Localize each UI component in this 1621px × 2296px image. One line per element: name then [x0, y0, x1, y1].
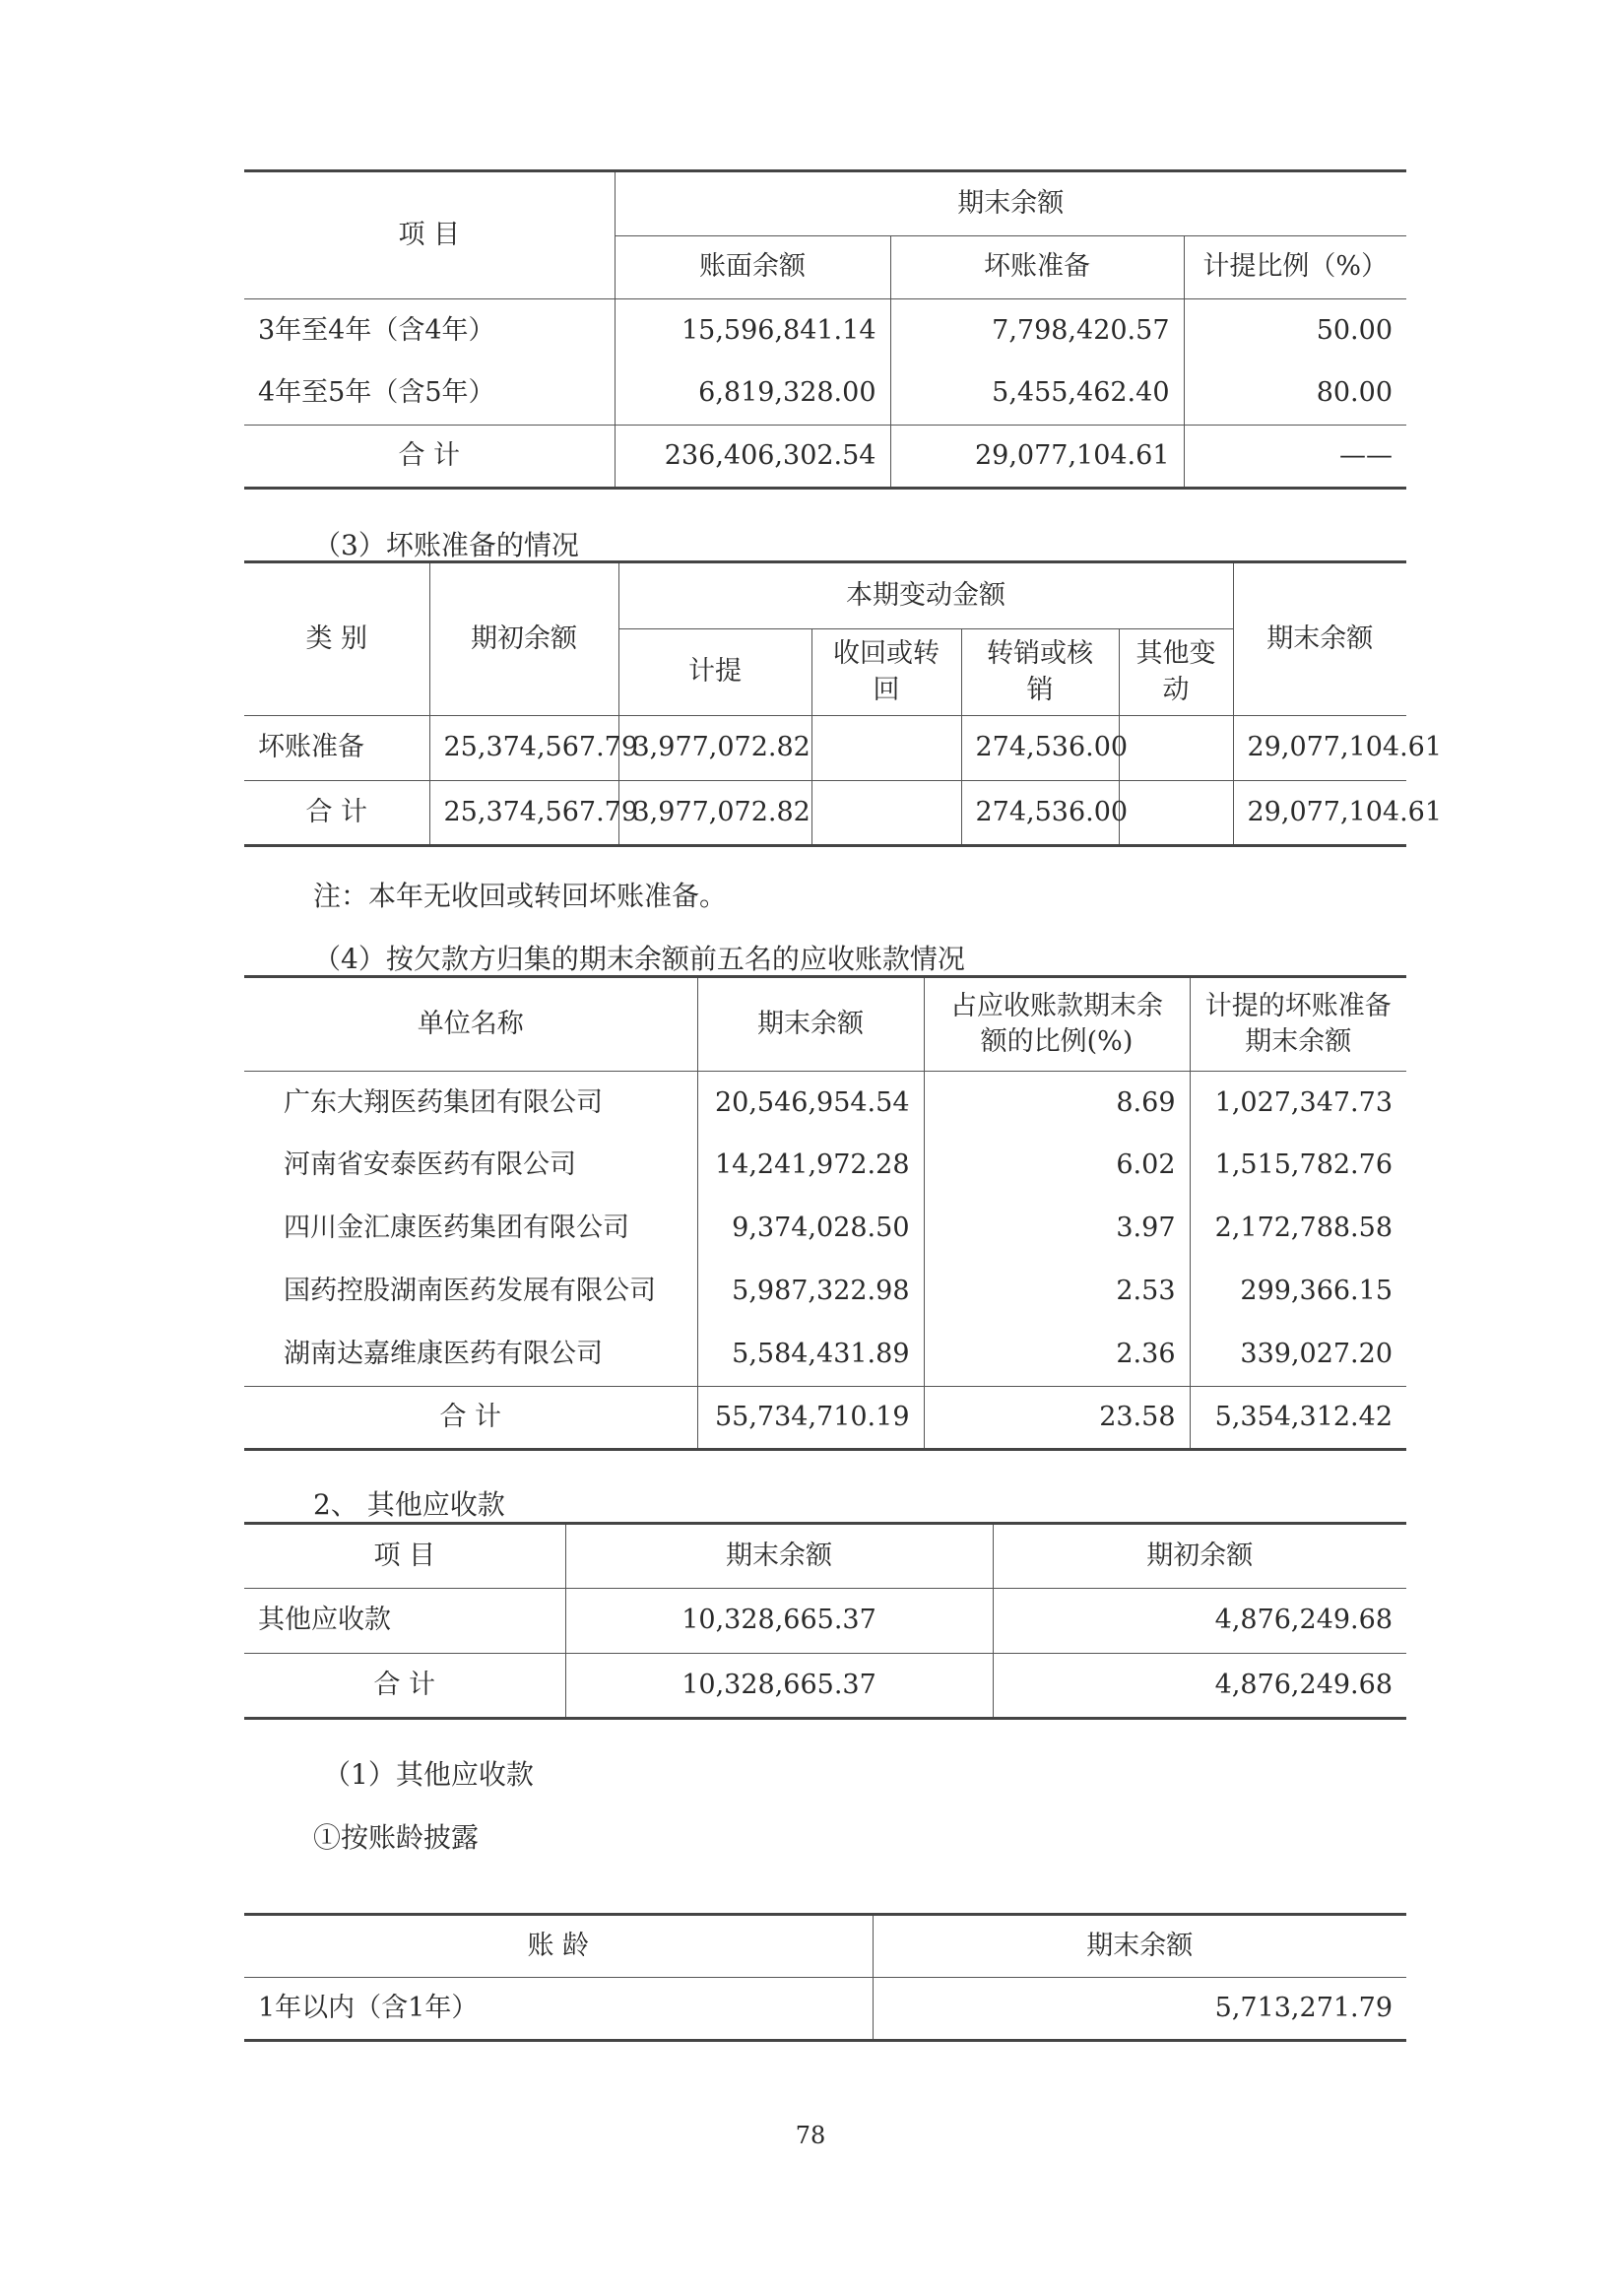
row-ratio: 80.00 [1184, 362, 1406, 426]
row-closing: 29,077,104.61 [1233, 716, 1406, 781]
row-pct: 6.02 [924, 1135, 1190, 1198]
row-reserve: 7,798,420.57 [890, 299, 1184, 362]
table-row [244, 1589, 1406, 1654]
table-row [244, 1324, 1406, 1387]
col-accrual-header: 计提 [618, 629, 811, 716]
row-age: 1年以内（含1年） [258, 1992, 479, 2023]
total-row [244, 1387, 1406, 1450]
period-change-group-header: 本期变动金额 [618, 562, 1233, 629]
table-row [244, 1198, 1406, 1261]
row-name: 四川金汇康医药集团有限公司 [284, 1213, 629, 1244]
aging-disclosure-title: ①按账龄披露 [313, 1821, 480, 1854]
row-name: 湖南达嘉维康医药有限公司 [284, 1339, 603, 1370]
total-reserve: 29,077,104.61 [890, 426, 1184, 489]
row-other [1119, 716, 1233, 781]
col-reserve-header: 坏账准备 [890, 236, 1184, 299]
row-item: 4年至5年（含5年） [258, 377, 495, 409]
total-label: 合 计 [305, 796, 368, 827]
total-accrual: 3,977,072.82 [618, 781, 811, 846]
row-book: 15,596,841.14 [615, 299, 890, 362]
closing-balance-group-header: 期末余额 [615, 171, 1406, 236]
col-recovery-header: 收回或转回 [811, 629, 961, 716]
col-closing-header: 期末余额 [565, 1524, 993, 1589]
row-closing: 10,328,665.37 [565, 1589, 993, 1654]
total-reserve: 5,354,312.42 [1190, 1387, 1406, 1450]
col-book-header: 账面余额 [615, 236, 890, 299]
col-age-header: 账 龄 [527, 1930, 590, 1961]
total-other [1119, 781, 1233, 846]
row-reserve: 339,027.20 [1190, 1324, 1406, 1387]
row-writeoff: 274,536.00 [961, 716, 1119, 781]
col-other-header: 其他变动 [1119, 629, 1233, 716]
row-closing: 9,374,028.50 [697, 1198, 924, 1261]
col-writeoff-header: 转销或核销 [961, 629, 1119, 716]
section-3-title: （3）坏账准备的情况 [313, 529, 579, 561]
total-label: 合 计 [439, 1401, 502, 1432]
total-closing: 29,077,104.61 [1233, 781, 1406, 846]
col-opening-header: 期初余额 [993, 1524, 1406, 1589]
col-closing-header: 期末余额 [1233, 562, 1406, 716]
row-pct: 3.97 [924, 1198, 1190, 1261]
row-reserve: 5,455,462.40 [890, 362, 1184, 426]
total-opening: 25,374,567.79 [429, 781, 618, 846]
total-row [244, 426, 1406, 489]
col-closing-header: 期末余额 [873, 1915, 1406, 1978]
total-recovery [811, 781, 961, 846]
row-reserve: 1,515,782.76 [1190, 1135, 1406, 1198]
bad-debt-reserve-table [244, 560, 1443, 847]
other-receivables-table [244, 1522, 1406, 1720]
total-label: 合 计 [373, 1669, 436, 1700]
row-pct: 8.69 [924, 1072, 1190, 1135]
row-item: 3年至4年（含4年） [258, 314, 495, 346]
table-row [244, 1261, 1406, 1324]
page-number: 78 [795, 2122, 826, 2149]
row-reserve: 2,172,788.58 [1190, 1198, 1406, 1261]
col-item-header: 项 目 [373, 1540, 436, 1571]
aging-balance-table [244, 169, 1406, 490]
row-closing: 5,713,271.79 [873, 1978, 1406, 2041]
total-pct: 23.58 [924, 1387, 1190, 1450]
other-receivables-aging-table [244, 1913, 1406, 2042]
col-category-header: 类 别 [305, 623, 368, 654]
col-pct-header: 占应收账款期末余额的比例(%) [924, 977, 1190, 1072]
total-book: 236,406,302.54 [615, 426, 890, 489]
row-name: 广东大翔医药集团有限公司 [284, 1086, 603, 1118]
reserve-note: 注：本年无收回或转回坏账准备。 [313, 880, 728, 912]
row-closing: 20,546,954.54 [697, 1072, 924, 1135]
row-reserve: 299,366.15 [1190, 1261, 1406, 1324]
total-opening: 4,876,249.68 [993, 1654, 1406, 1719]
col-reserve-header: 计提的坏账准备期末余额 [1190, 977, 1406, 1072]
row-name: 河南省安泰医药有限公司 [284, 1149, 576, 1181]
table-row [244, 716, 1406, 781]
sub-1-title: （1）其他应收款 [323, 1758, 534, 1791]
col-opening-header: 期初余额 [429, 562, 618, 716]
total-writeoff: 274,536.00 [961, 781, 1119, 846]
col-name-header: 单位名称 [417, 1008, 524, 1039]
section-4-title: （4）按欠款方归集的期末余额前五名的应收账款情况 [313, 943, 965, 975]
table-row [244, 1072, 1406, 1135]
table-row [244, 1978, 1406, 2041]
row-name: 国药控股湖南医药发展有限公司 [284, 1276, 656, 1307]
row-reserve: 1,027,347.73 [1190, 1072, 1406, 1135]
total-row [244, 781, 1406, 846]
table-row [244, 362, 1406, 426]
table-row [244, 299, 1406, 362]
col-item-header: 项 目 [398, 219, 461, 250]
row-opening: 4,876,249.68 [993, 1589, 1406, 1654]
total-closing: 10,328,665.37 [565, 1654, 993, 1719]
total-closing: 55,734,710.19 [697, 1387, 924, 1450]
row-pct: 2.53 [924, 1261, 1190, 1324]
row-pct: 2.36 [924, 1324, 1190, 1387]
row-opening: 25,374,567.79 [429, 716, 618, 781]
col-closing-header: 期末余额 [697, 977, 924, 1072]
row-item: 其他应收款 [258, 1605, 391, 1636]
total-ratio: —— [1184, 426, 1406, 489]
total-label: 合 计 [398, 439, 461, 471]
row-closing: 14,241,972.28 [697, 1135, 924, 1198]
row-recovery [811, 716, 961, 781]
top-five-debtors-table [244, 975, 1406, 1451]
row-closing: 5,584,431.89 [697, 1324, 924, 1387]
row-accrual: 3,977,072.82 [618, 716, 811, 781]
row-book: 6,819,328.00 [615, 362, 890, 426]
total-row [244, 1654, 1406, 1719]
table-row [244, 1135, 1406, 1198]
row-category: 坏账准备 [258, 732, 364, 763]
row-ratio: 50.00 [1184, 299, 1406, 362]
row-closing: 5,987,322.98 [697, 1261, 924, 1324]
col-ratio-header: 计提比例（%） [1184, 236, 1406, 299]
section-2-title: 2、 其他应收款 [313, 1488, 505, 1521]
